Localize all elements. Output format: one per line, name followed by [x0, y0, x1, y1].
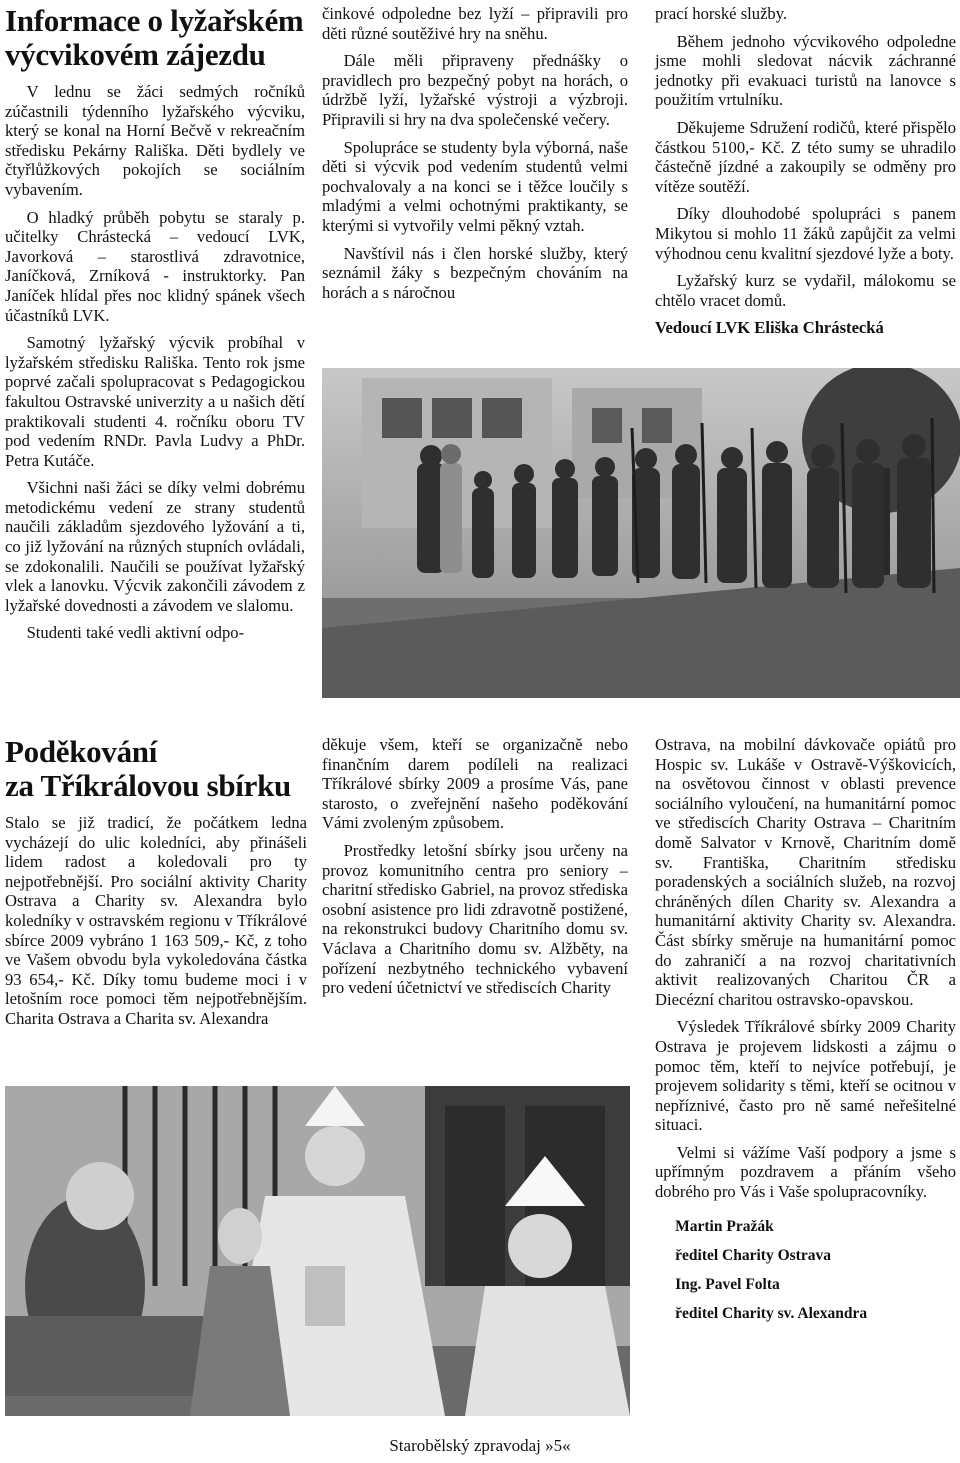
paragraph: činkové odpoledne bez lyží – připravili pro děti různé soutěživé hry na sněhu. [322, 4, 628, 43]
article1-title [5, 4, 305, 72]
article1-signature: Vedoucí LVK Eliška Chrástecká [655, 318, 884, 338]
article2-column-1 [5, 735, 307, 1037]
paragraph: prací horské služby. [655, 4, 788, 23]
paragraph: Spolupráce se studenty byla výborná, naše děti si výcvik pod vedením studentů velmi pochvalovaly a na konci se i těžce loučily s mladými a velmi ochotnými praktikanty, se kterými si vytvořily velmi pěkný vztah. [322, 137, 628, 235]
article1-title-line2: výcvikovém zájezdu [5, 37, 266, 72]
paragraph: Během jednoho výcvikového odpoledne jsme mohli sledovat nácvik záchranné jednotky při evakuaci turistů na lanovce s použitím vrtulníku. [655, 31, 956, 110]
article2-column-2 [322, 735, 628, 1006]
three-kings-photo-illustration [5, 1086, 630, 1416]
article2-title [5, 735, 307, 803]
paragraph: Děkujeme Sdružení rodičů, které přispělo částkou 5100,- Kč. Z této sumy se uhradilo částečně jízdné a zakoupily se odměny pro vítěze soutěží. [655, 117, 956, 196]
article1-title-line1: Informace o lyžařském [5, 3, 304, 38]
article2-signature-name-1: Martin Pražák [675, 1217, 774, 1235]
paragraph: Navštívil nás i člen horské služby, který seznámil žáky s bezpečným chováním na horách a s náročnou [322, 243, 628, 302]
paragraph: Samotný lyžařský výcvik probíhal v lyžařském středisku Rališka. Tento rok jsme poprvé začali spolupracovat s Pedagogickou fakultou Ostravské univerzity a u našich dětí praktikovali studenti 4. ročníku oboru TV pod vedením RNDr. Pavla Ludvy a PhDr. Petra Kutáče. [5, 333, 305, 470]
paragraph: Studenti také vedli aktivní odpo- [26, 623, 245, 643]
article2-signature-name-2: Ing. Pavel Folta [675, 1275, 780, 1293]
article1-column-1 [5, 4, 305, 651]
paragraph: V lednu se žáci sedmých ročníků zúčastnili týdenního lyžařského výcviku, který se konal na Horní Bečvě v rekreačním středisku Pekárny Rališka. Děti bydlely ve čtyřlůžkových pokojích se sociálním vybavením. [5, 82, 305, 199]
article1-column-2 [322, 4, 628, 310]
ski-group-photo-illustration [322, 368, 960, 698]
paragraph: Výsledek Tříkrálové sbírky 2009 Charity Ostrava je projevem lidskosti a zájmu o pomoc těm, kteří to nejvíce potřebují, je projevem solidarity s těmi, kteří se ocitnou v nepříznivé, často pro ně samé neřešitelné situaci. [655, 1017, 956, 1135]
article2-signature-role-2: ředitel Charity sv. Alexandra [675, 1304, 868, 1322]
paragraph: Dále měli připraveny přednášky o pravidlech pro bezpečný pobyt na horách, o údržbě lyží, lyžařské výstroji a výzbroji. Připravili si hry na dva společenské večery. [322, 51, 628, 129]
paragraph: Ostrava, na mobilní dávkovače opiátů pro Hospic sv. Lukáše v Ostravě-Výškovicích, na osvětovou činnost v oblasti prevence sociálního vyloučení, na humanitární pomoc ve střediscích Charity Ostrava – Charitním domě Salvator v Krnově, Charitním domě sv. Františka, Charitním středisku poradenských a sociálních služeb, na rozvoj chráněných dílen Charity sv. Alexandra a humanitární aktivity Charity sv. Alexandra. Část sbírky směruje na humanitární pomoc do zahraničí a na rozvoj charitativních aktivit realizovaných Charitou ČR a Diecézní charitou ostravsko-opavskou. [655, 735, 956, 1009]
article1-column-3 [655, 4, 956, 346]
ski-group-photo [322, 368, 960, 698]
article2-title-line1: Poděkování [5, 734, 158, 769]
article2-column-3 [655, 735, 956, 1332]
paragraph: děkuje všem, kteří se organizačně nebo finančním darem podíleli na realizaci Tříkrálové sbírky 2009 a prosíme Vás, pane starosto, o zveřejnění našeho poděkování Vámi zvoleným způsobem. [322, 735, 628, 833]
paragraph: O hladký průběh pobytu se staraly p. učitelky Chrástecká – vedoucí LVK, Javorková – starostlivá zdravotnice, Janíčková, Zrníková - instruktorky. Pan Janíček hlídal přes noc klidný spánek všech účastníků LVK. [5, 207, 305, 325]
paragraph: Stalo se již tradicí, že počátkem ledna vycházejí do ulic koledníci, aby přinášeli lidem radost a koledovali pro ty nejpotřebnější. Pro sociální aktivity Charity Ostrava a Charity sv. Alexandra bylo koledníky v ostravském regionu v Tříkrálové sbírce 2009 vybráno 1 163 509,- Kč, z toho ve Vašem obvodu byla vykoledována částka 93 654,- Kč. Díky tomu budeme moci i v letošním roce pomoci těm nejpotřebnějším. Charita Ostrava a Charita sv. Alexandra [5, 813, 307, 1028]
article2-signature-role-1: ředitel Charity Ostrava [675, 1246, 831, 1264]
paragraph: Velmi si vážíme Vaší podpory a jsme s upřímným pozdravem a přáním všeho dobrého pro Vás i Vaše spolupracovníky. [655, 1142, 956, 1202]
article2-title-line2: za Tříkrálovou sbírku [5, 768, 291, 803]
paragraph: Díky dlouhodobé spolupráci s panem Mikytou si mohlo 11 žáků zapůjčit za velmi výhodnou cenu kvalitní sjezdové lyže a boty. [655, 204, 956, 263]
paragraph: Všichni naši žáci se díky velmi dobrému metodickému vedení ze strany studentů naučili základům sjezdového lyžování a ti, co již lyžování na různých stupních ovládali, se zdokonalili. Naučili se používat lyžařský vlek a lanovku. Výcvik zakončili závodem z lyžařské dovednosti a závodem ve slalomu. [5, 478, 305, 615]
paragraph: Lyžařský kurz se vydařil, málokomu se chtělo vracet domů. [655, 271, 956, 310]
paragraph: Prostředky letošní sbírky jsou určeny na provoz komunitního centra pro seniory – charitní středisko Gabriel, na provoz střediska osobní asistence pro lidi zdravotně postižené, na rekonstrukci budovy Charitního domu sv. Václava a Charitního domu sv. Alžběty, na pořízení nezbytného technického vybavení pro vedení účetnictví ve střediscích Charity [322, 840, 628, 998]
page-footer: Starobělský zpravodaj »5« [389, 1436, 571, 1455]
three-kings-photo [5, 1086, 630, 1416]
